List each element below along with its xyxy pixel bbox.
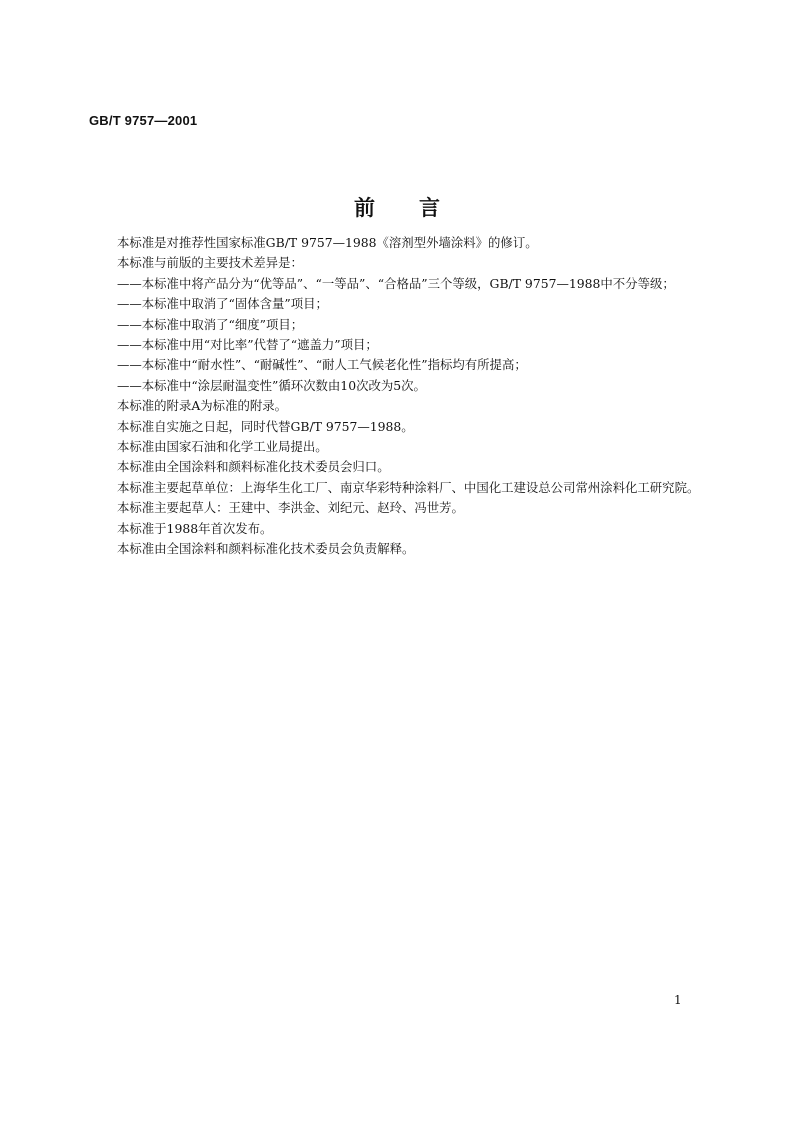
- paragraph-revision-statement: 本标准是对推荐性国家标准GB/T 9757—1988《溶剂型外墙涂料》的修订。: [117, 235, 538, 250]
- difference-item: ——本标准中“耐水性”、“耐碱性”、“耐人工气候老化性”指标均有所提高；: [117, 357, 527, 373]
- paragraph-first-issue: 本标准于1988年首次发布。: [117, 520, 273, 536]
- paragraph-interpretation: 本标准由全国涂料和颜料标准化技术委员会负责解释。: [117, 541, 415, 557]
- paragraph-centralized-by: 本标准由全国涂料和颜料标准化技术委员会归口。: [117, 459, 390, 475]
- paragraph-appendix: 本标准的附录A为标准的附录。: [117, 398, 288, 414]
- difference-item: ——本标准中取消了“固体含量”项目；: [117, 296, 328, 312]
- paragraph-differences-intro: 本标准与前版的主要技术差异是：: [117, 255, 303, 271]
- difference-item: ——本标准中取消了“细度”项目；: [117, 316, 304, 332]
- difference-item: ——本标准中“涂层耐温变性”循环次数由10次改为5次。: [117, 377, 426, 393]
- page-title: 前言: [354, 196, 484, 220]
- standard-code: GB/T 9757—2001: [89, 113, 198, 128]
- paragraph-drafting-units: 本标准主要起草单位：上海华生化工厂、南京华彩特种涂料厂、中国化工建设总公司常州涂料化工研究院。: [117, 479, 700, 495]
- page-number: 1: [674, 993, 682, 1007]
- paragraph-drafters: 本标准主要起草人：王建中、李洪金、刘纪元、赵玲、冯世芳。: [117, 500, 464, 516]
- preface-body: [89, 233, 707, 560]
- paragraph-replacement: 本标准自实施之日起，同时代替GB/T 9757—1988。: [117, 418, 414, 434]
- difference-item: ——本标准中将产品分为“优等品”、“一等品”、“合格品”三个等级，GB/T 9757—1988中不分等级；: [117, 275, 675, 291]
- paragraph-proposer: 本标准由国家石油和化学工业局提出。: [117, 439, 328, 455]
- difference-item: ——本标准中用“对比率”代替了“遮盖力”项目；: [117, 337, 378, 353]
